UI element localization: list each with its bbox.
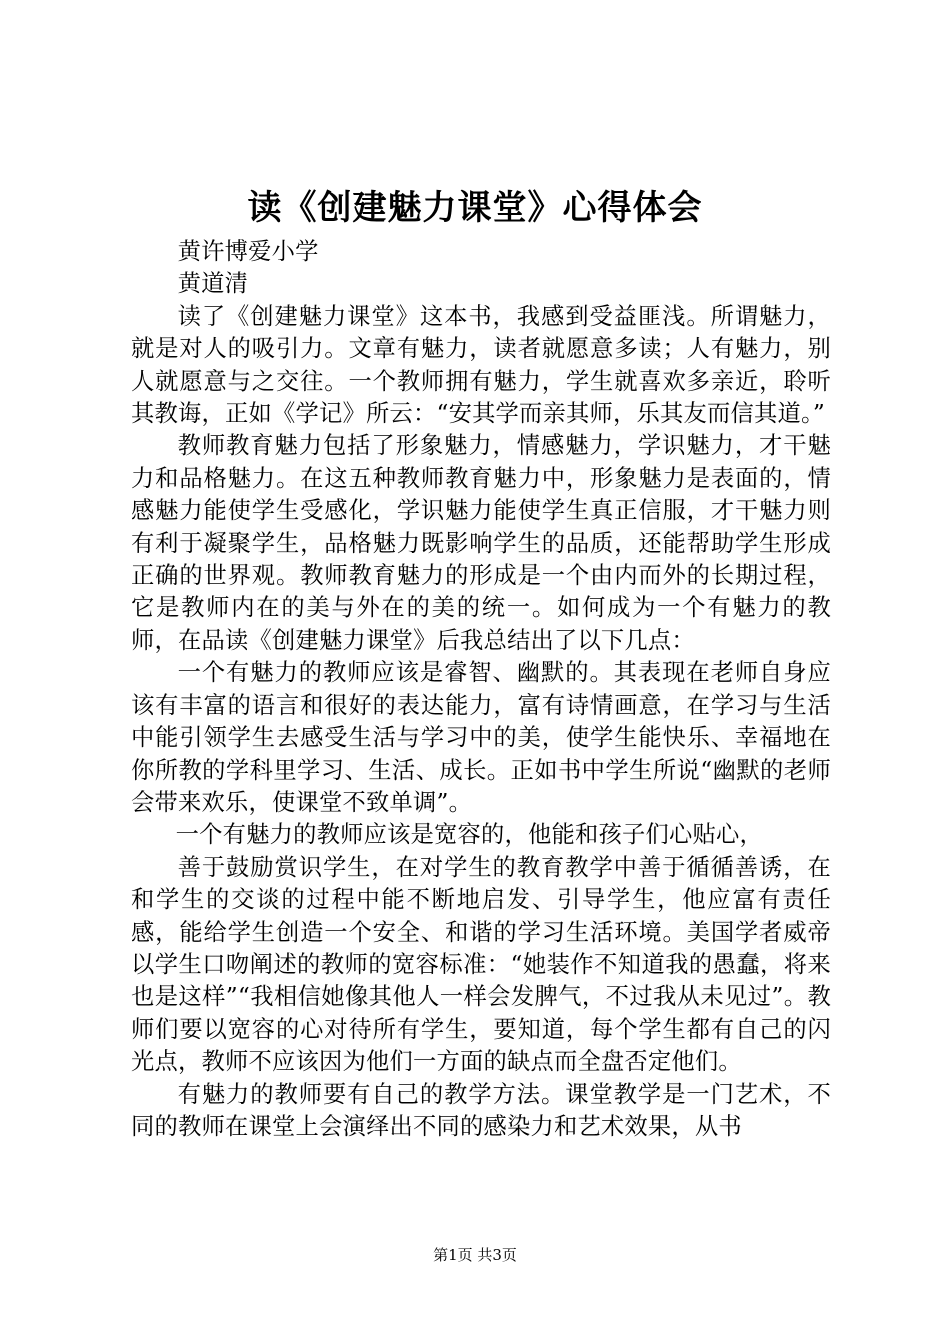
paragraph-3: 一个有魅力的教师应该是睿智、幽默的。其表现在老师自身应该有丰富的语言和很好的表达能力，富有诗情画意，在学习与生活中能引领学生去感受生活与学习中的美，使学生能快乐、幸福地在你所教的学科里学习、生活、成长。正如书中学生所说“幽默的老师会带来欢乐，使课堂不致单调”。 bbox=[131, 659, 831, 816]
paragraph-2: 教师教育魅力包括了形象魅力，情感魅力，学识魅力，才干魅力和品格魅力。在这五种教师教育魅力中，形象魅力是表面的，情感魅力能使学生受感化，学识魅力能使学生真正信服，才干魅力则有利于凝聚学生，品格魅力既影响学生的品质，还能帮助学生形成正确的世界观。教师教育魅力的形成是一个由内而外的长期过程，它是教师内在的美与外在的美的统一。如何成为一个有魅力的教师，在品读《创建魅力课堂》后我总结出了以下几点： bbox=[131, 432, 831, 654]
school-name: 黄许博爱小学 bbox=[177, 238, 319, 265]
paragraph-1: 读了《创建魅力课堂》这本书，我感到受益匪浅。所谓魅力，就是对人的吸引力。文章有魅力，读者就愿意多读；人有魅力，别人就愿意与之交往。一个教师拥有魅力，学生就喜欢多亲近，聆听其教诲，正如《学记》所云：“安其学而亲其师，乐其友而信其道。” bbox=[131, 302, 831, 428]
paragraph-5: 善于鼓励赏识学生，在对学生的教育教学中善于循循善诱，在和学生的交谈的过程中能不断地启发、引导学生，他应富有责任感，能给学生创造一个安全、和谐的学习生活环境。美国学者威帝以学生口吻阐述的教师的宽容标准：“她装作不知道我的愚蠢，将来也是这样”“我相信她像其他人一样会发脾气，不过我从未见过”。教师们要以宽容的心对待所有学生，要知道，每个学生都有自己的闪光点，教师不应该因为他们一方面的缺点而全盘否定他们。 bbox=[131, 853, 831, 1076]
page-footer: 第1页 共3页 bbox=[433, 1246, 517, 1264]
document-body bbox=[131, 236, 831, 1143]
author-name: 黄道清 bbox=[177, 270, 249, 298]
paragraph-4: 一个有魅力的教师应该是宽容的，他能和孩子们心贴心， bbox=[175, 821, 764, 849]
paragraph-6: 有魅力的教师要有自己的教学方法。课堂教学是一门艺术，不同的教师在课堂上会演绎出不同的感染力和艺术效果，从书 bbox=[131, 1080, 831, 1140]
document-title: 读《创建魅力课堂》心得体会 bbox=[247, 188, 703, 228]
